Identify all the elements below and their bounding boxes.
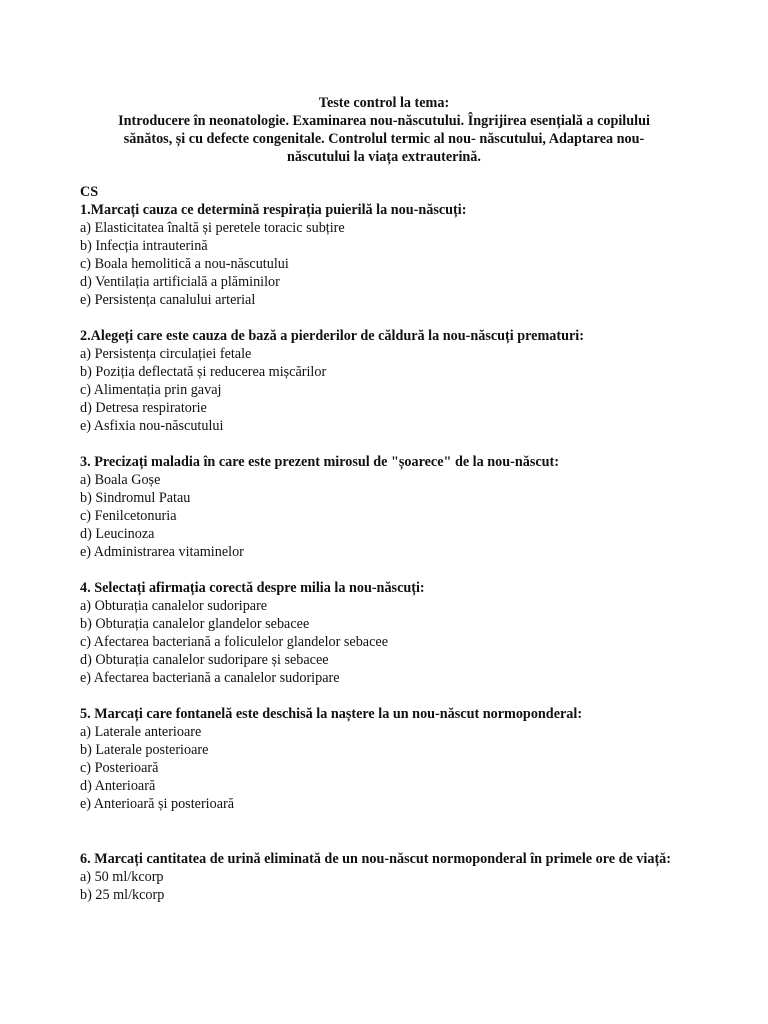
question-1 xyxy=(80,201,700,309)
answer-option: b) Sindromul Patau xyxy=(80,490,191,506)
answer-option: b) Poziția deflectată și reducerea mișcărilor xyxy=(80,364,327,380)
answer-option: e) Administrarea vitaminelor xyxy=(80,544,244,560)
header-line-3: sănătos, și cu defecte congenitale. Controlul termic al nou- născutului, Adaptarea nou- xyxy=(123,131,645,147)
header-line-2: Introducere în neonatologie. Examinarea nou-născutului. Îngrijirea esențială a copilului xyxy=(118,113,650,129)
answer-option: b) Obturația canalelor glandelor sebacee xyxy=(80,616,310,632)
answer-option: c) Alimentația prin gavaj xyxy=(80,382,222,398)
answer-option: d) Leucinoza xyxy=(80,526,155,542)
answer-option: a) Elasticitatea înaltă și peretele toracic subțire xyxy=(80,220,345,236)
question-2 xyxy=(80,327,700,435)
answer-option: e) Afectarea bacteriană a canalelor sudoripare xyxy=(80,670,340,686)
answer-option: b) 25 ml/kcorp xyxy=(80,887,165,903)
question-title: 2.Alegeți care este cauza de bază a pierderilor de căldură la nou-născuți prematuri: xyxy=(80,328,584,344)
question-5 xyxy=(80,705,700,813)
header-line-1: Teste control la tema: xyxy=(318,95,450,111)
answer-option: e) Persistența canalului arterial xyxy=(80,292,256,308)
answer-option: e) Anterioară și posterioară xyxy=(80,796,235,812)
question-title: 1.Marcați cauza ce determină respirația puierilă la nou-născuți: xyxy=(80,202,467,218)
answer-option: d) Ventilația artificială a plăminilor xyxy=(80,274,280,290)
header-line-4: născutului la viața extrauterină. xyxy=(287,149,481,165)
question-title: 6. Marcați cantitatea de urină eliminată de un nou-născut normoponderal în primele ore de viață: xyxy=(80,851,671,867)
answer-option: c) Boala hemolitică a nou-născutului xyxy=(80,256,289,272)
section-label: CS xyxy=(80,184,99,200)
answer-option: d) Obturația canalelor sudoripare și sebacee xyxy=(80,652,329,668)
answer-option: b) Infecția intrauterină xyxy=(80,238,208,254)
question-4 xyxy=(80,579,700,687)
answer-option: a) Persistența circulației fetale xyxy=(80,346,252,362)
question-title: 5. Marcați care fontanelă este deschisă la naștere la un nou-născut normoponderal: xyxy=(80,706,583,722)
question-3 xyxy=(80,453,700,561)
answer-option: c) Afectarea bacteriană a foliculelor glandelor sebacee xyxy=(80,634,388,650)
answer-option: e) Asfixia nou-născutului xyxy=(80,418,224,434)
question-title: 3. Precizați maladia în care este prezent mirosul de "șoarece" de la nou-născut: xyxy=(80,454,560,470)
questions-section xyxy=(80,183,700,904)
document-header xyxy=(80,94,688,166)
answer-option: a) Obturația canalelor sudoripare xyxy=(80,598,268,614)
question-title: 4. Selectați afirmația corectă despre milia la nou-născuți: xyxy=(80,580,425,596)
answer-option: a) Laterale anterioare xyxy=(80,724,202,740)
answer-option: d) Detresa respiratorie xyxy=(80,400,207,416)
answer-option: d) Anterioară xyxy=(80,778,156,794)
answer-option: b) Laterale posterioare xyxy=(80,742,209,758)
answer-option: a) 50 ml/kcorp xyxy=(80,869,164,885)
answer-option: a) Boala Goșe xyxy=(80,472,161,488)
answer-option: c) Fenilcetonuria xyxy=(80,508,177,524)
question-6 xyxy=(80,850,700,904)
answer-option: c) Posterioară xyxy=(80,760,159,776)
